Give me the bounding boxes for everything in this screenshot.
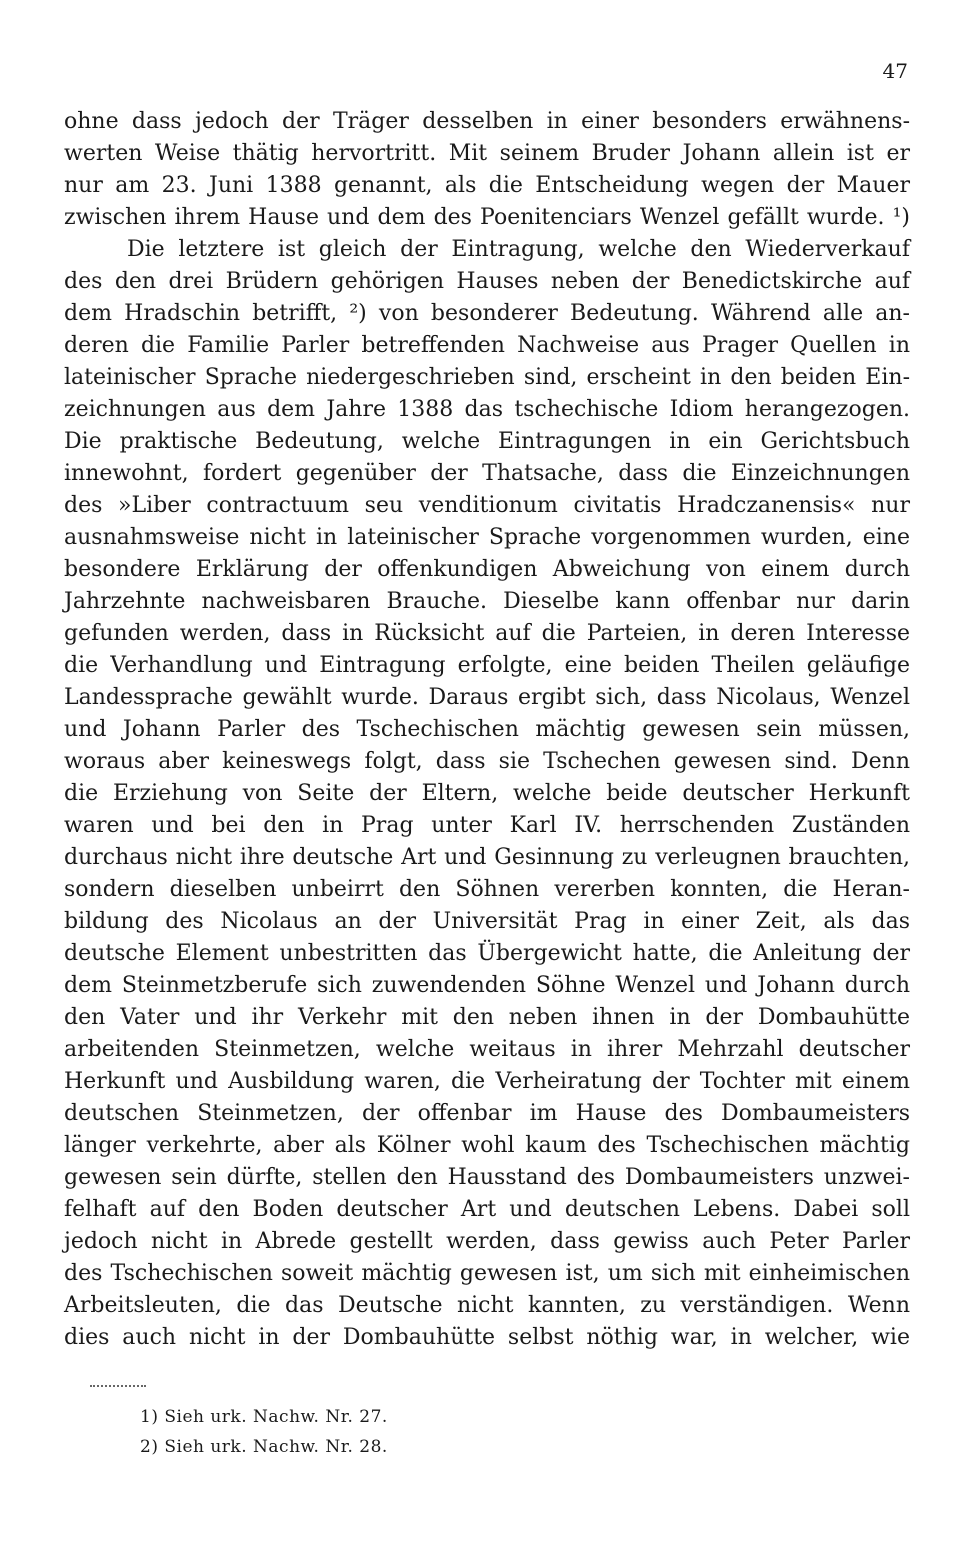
text-line: dem Steinmetzberufe sich zuwendenden Söhne Wenzel und Johann durch [64,973,910,998]
text-line: deren die Familie Parler betreffenden Nachweise aus Prager Quellen in [64,333,910,358]
text-line: des »Liber contractuum seu venditionum civitatis Hradczanensis« nur [64,493,910,518]
footnote-mark: 2) [140,1437,159,1457]
text-line: Die praktische Bedeutung, welche Eintragungen in ein Gerichtsbuch [64,429,910,454]
footnote-1 [140,1402,640,1432]
text-line: jedoch nicht in Abrede gestellt werden, dass gewiss auch Peter Parler [64,1229,910,1254]
text-line: arbeitenden Steinmetzen, welche weitaus in ihrer Mehrzahl deutscher [64,1037,910,1062]
text-line: Arbeitsleuten, die das Deutsche nicht kannten, zu verständigen. Wenn [64,1293,910,1318]
text-line: die Erziehung von Seite der Eltern, welche beide deutscher Herkunft [64,781,910,806]
text-line-paragraph-start: Die letztere ist gleich der Eintragung, welche den Wiederverkauf [127,237,910,262]
text-line: werten Weise thätig hervortritt. Mit seinem Bruder Johann allein ist er [64,141,910,166]
footnote-2 [140,1432,640,1462]
text-line: deutsche Element unbestritten das Übergewicht hatte, die Anleitung der [64,941,910,966]
body-text [64,106,910,1354]
footnote-text: Sieh urk. Nachw. Nr. 28. [164,1437,388,1457]
text-line: dies auch nicht in der Dombauhütte selbst nöthig war, in welcher, wie [64,1325,910,1350]
text-line: des den drei Brüdern gehörigen Hauses neben der Benedictskirche auf [64,269,910,294]
text-line: den Vater und ihr Verkehr mit den neben ihnen in der Dombauhütte [64,1005,910,1030]
page-number: 47 [882,59,908,83]
footnotes [140,1402,640,1462]
text-line: felhaft auf den Boden deutscher Art und deutschen Lebens. Dabei soll [64,1197,910,1222]
text-line: Herkunft und Ausbildung waren, die Verheiratung der Tochter mit einem [64,1069,910,1094]
text-line: waren und bei den in Prag unter Karl IV. herrschenden Zuständen [64,813,910,838]
text-line: länger verkehrte, aber als Kölner wohl kaum des Tschechischen mächtig [64,1133,910,1158]
text-line: zwischen ihrem Hause und dem des Poenitenciars Wenzel gefällt wurde. ¹) [64,205,910,230]
text-line: woraus aber keineswegs folgt, dass sie Tschechen gewesen sind. Denn [64,749,910,774]
text-line: die Verhandlung und Eintragung erfolgte, eine beiden Theilen geläufige [64,653,910,678]
text-line: innewohnt, fordert gegenüber der Thatsache, dass die Einzeichnungen [64,461,910,486]
text-line: Jahrzehnte nachweisbaren Brauche. Dieselbe kann offenbar nur darin [64,589,910,614]
text-line: ausnahmsweise nicht in lateinischer Sprache vorgenommen wurden, eine [64,525,910,550]
footnote-text: Sieh urk. Nachw. Nr. 27. [164,1407,388,1427]
text-line: ohne dass jedoch der Träger desselben in einer besonders erwähnens- [64,109,910,134]
text-line: Landessprache gewählt wurde. Daraus ergibt sich, dass Nicolaus, Wenzel [64,685,910,710]
text-line: gefunden werden, dass in Rücksicht auf die Parteien, in deren Interesse [64,621,910,646]
text-line: gewesen sein dürfte, stellen den Hausstand des Dombaumeisters unzwei- [64,1165,910,1190]
text-line: besondere Erklärung der offenkundigen Abweichung von einem durch [64,557,910,582]
text-line: deutschen Steinmetzen, der offenbar im Hause des Dombaumeisters [64,1101,910,1126]
text-line: durchaus nicht ihre deutsche Art und Gesinnung zu verleugnen brauchten, [64,845,910,870]
text-line: lateinischer Sprache niedergeschrieben sind, erscheint in den beiden Ein- [64,365,910,390]
text-line: dem Hradschin betrifft, ²) von besonderer Bedeutung. Während alle an- [64,301,910,326]
text-line: nur am 23. Juni 1388 genannt, als die Entscheidung wegen der Mauer [64,173,910,198]
footnote-separator [90,1385,146,1387]
text-line: und Johann Parler des Tschechischen mächtig gewesen sein müssen, [64,717,910,742]
footnote-mark: 1) [140,1407,159,1427]
text-line: bildung des Nicolaus an der Universität Prag in einer Zeit, als das [64,909,910,934]
text-line: sondern dieselben unbeirrt den Söhnen vererben konnten, die Heran- [64,877,910,902]
text-line: des Tschechischen soweit mächtig gewesen ist, um sich mit einheimischen [64,1261,910,1286]
text-line: zeichnungen aus dem Jahre 1388 das tschechische Idiom herangezogen. [64,397,910,422]
